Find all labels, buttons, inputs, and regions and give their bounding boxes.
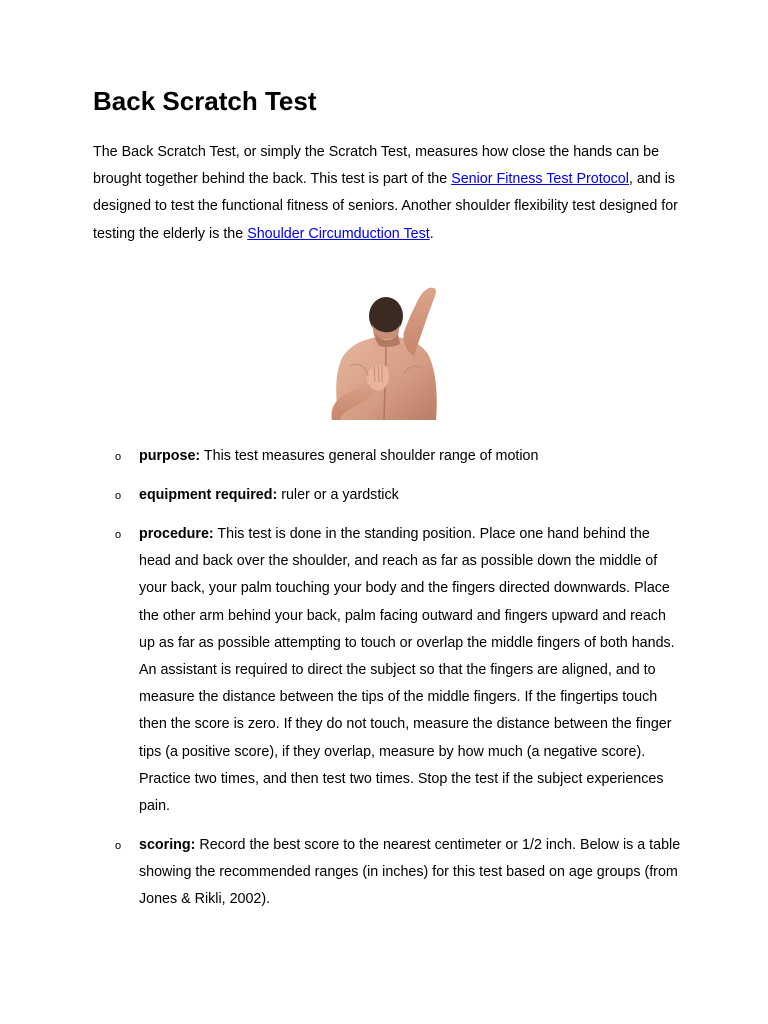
bullet-marker: o — [115, 529, 122, 541]
intro-paragraph — [93, 139, 683, 248]
bullet-marker: o — [115, 490, 122, 502]
item-text: ruler or a yardstick — [277, 487, 399, 503]
intro-text-part2: , and is designed to test the functional fitness of seniors. Another shoulder flexibility test designed for testing the elderly is the — [93, 171, 678, 242]
list-item-scoring — [93, 832, 683, 914]
intro-text-part1: The Back Scratch Test, or simply the Scratch Test, measures how close the hands can be brought together behind the back. This test is part of the — [93, 144, 660, 188]
bullet-marker: o — [115, 840, 122, 853]
back-scratch-photo — [328, 286, 442, 420]
item-text: Record the best score to the nearest centimeter or 1/2 inch. Below is a table showing the recommended ranges (in inches) for this test based on age groups (from Jones & Rikli, 2002). — [139, 837, 681, 908]
item-text: This test measures general shoulder range of motion — [200, 448, 539, 464]
intro-text-part3: . — [429, 225, 434, 242]
list-item-procedure — [93, 521, 683, 820]
item-label: equipment required: — [139, 487, 278, 503]
test-details-list — [93, 443, 683, 925]
page-title: Back Scratch Test — [93, 86, 317, 116]
list-item-equipment — [93, 482, 683, 509]
item-label: scoring: — [139, 837, 196, 854]
senior-fitness-test-protocol-link[interactable]: Senior Fitness Test Protocol — [451, 171, 629, 188]
list-item-purpose — [93, 443, 683, 470]
item-text: This test is done in the standing position. Place one hand behind the head and back over the shoulder, and reach as far as possible down the middle of your back, your palm touching your body and the fingers directed downwards. Place the other arm behind your back, palm facing outward and fingers upward and reach up as far as possible attempting to touch or overlap the middle fingers of both hands. An assistant is required to direct the subject so that the fingers are aligned, and to measure the distance between the tips of the middle fingers. If the fingertips touch then the score is zero. If they do not touch, measure the distance between the finger tips (a positive score), if they overlap, measure by how much (a negative score). Practice two times, and then test two times. Stop the test if the subject experiences pain. — [139, 526, 675, 815]
item-label: procedure: — [139, 526, 214, 542]
shoulder-circumduction-test-link[interactable]: Shoulder Circumduction Test — [247, 225, 430, 242]
bullet-marker: o — [115, 451, 122, 463]
item-label: purpose: — [139, 448, 201, 464]
